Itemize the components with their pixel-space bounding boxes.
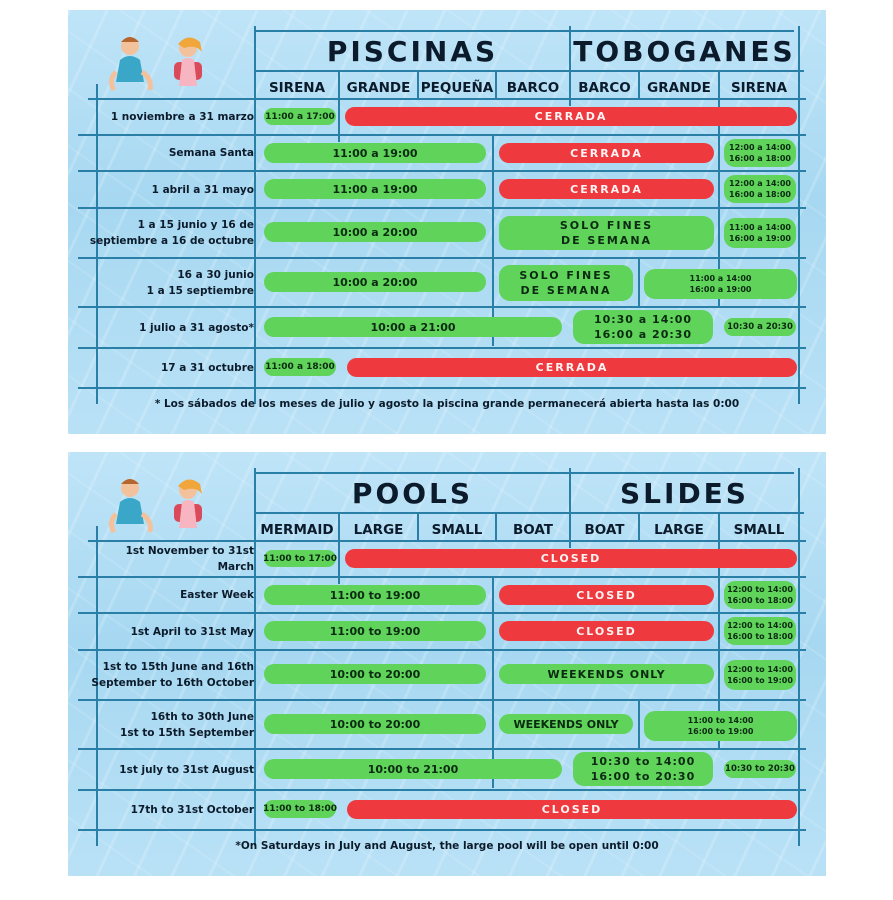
hours-pill: 10:30 a 14:00 16:00 a 20:30	[573, 310, 713, 344]
row-label: 17 a 31 octubre	[160, 362, 254, 374]
hours-pill: 11:00 a 17:00	[264, 108, 336, 125]
hours-pill: 11:00 a 14:00 16:00 a 19:00	[644, 269, 797, 299]
hours-pill: 12:00 a 14:00 16:00 a 18:00	[724, 139, 796, 167]
hours-pill: 11:00 to 14:00 16:00 to 19:00	[644, 711, 797, 741]
hours-pill: 10:30 to 20:30	[724, 760, 796, 778]
schedule-panel-en	[68, 452, 826, 876]
hours-pill: 11:00 to 18:00	[264, 800, 336, 818]
hours-pill: 10:00 to 21:00	[264, 759, 562, 779]
footnote: *On Saturdays in July and August, the large pool will be open until 0:00	[235, 840, 659, 852]
column-header: SIRENA	[730, 80, 788, 96]
closed-pill: CLOSED	[347, 800, 797, 819]
row-label: Easter Week	[180, 589, 254, 601]
row-label: 1 julio a 31 agosto*	[139, 321, 254, 334]
pools-title: POOLS	[351, 477, 474, 510]
footnote: * Los sábados de los meses de julio y agosto la piscina grande permanecerá abierta hasta las 0:00	[154, 398, 740, 410]
hours-pill: 10:00 a 20:00	[264, 222, 486, 242]
column-header: BARCO	[506, 80, 560, 96]
hours-pill: 10:00 a 20:00	[264, 272, 486, 292]
row-label: 17th to 31st October	[130, 804, 254, 816]
hours-pill: 12:00 a 14:00 16:00 a 18:00	[724, 175, 796, 203]
hours-pill: 12:00 to 14:00 16:00 to 18:00	[724, 581, 796, 609]
column-header: LARGE	[654, 522, 704, 538]
weekends-pill: SOLO FINES DE SEMANA	[499, 216, 714, 250]
column-header: MERMAID	[260, 522, 334, 538]
hours-pill: 11:00 a 19:00	[264, 143, 486, 163]
hours-pill: 10:00 to 20:00	[264, 714, 486, 734]
hours-pill: 12:00 to 14:00 16:00 to 18:00	[724, 617, 796, 645]
closed-pill: CERRADA	[499, 179, 714, 199]
weekends-pill: SOLO FINES DE SEMANA	[499, 265, 633, 301]
hours-pill: 11:00 a 14:00 16:00 a 19:00	[724, 218, 796, 248]
closed-pill: CERRADA	[345, 107, 797, 126]
closed-pill: CERRADA	[499, 143, 714, 163]
slides-title: TOBOGANES	[573, 35, 796, 68]
row-label: 1st April to 31st May	[130, 625, 254, 638]
hours-pill: 10:00 a 21:00	[264, 317, 562, 337]
column-header: GRANDE	[346, 80, 411, 96]
row-label: 16th to 30th June 1st to 15th September	[120, 710, 254, 739]
closed-pill: CLOSED	[499, 621, 714, 641]
row-label: 1 abril a 31 mayo	[151, 183, 254, 196]
row-label: 16 a 30 junio 1 a 15 septiembre	[146, 268, 254, 297]
swimming-kids-icon	[108, 32, 218, 98]
hours-pill: 11:00 a 19:00	[264, 179, 486, 199]
row-label: Semana Santa	[168, 147, 254, 159]
row-label: 1st july to 31st August	[119, 763, 254, 776]
hours-pill: 10:30 a 20:30	[724, 318, 796, 336]
closed-pill: CERRADA	[347, 358, 797, 377]
hours-pill: 10:00 to 20:00	[264, 664, 486, 684]
hours-pill: 11:00 to 17:00	[264, 550, 336, 567]
closed-pill: CLOSED	[345, 549, 797, 568]
column-header: BARCO	[578, 80, 631, 96]
row-label: 1st November to 31st March	[125, 545, 254, 573]
column-header: BOAT	[512, 522, 553, 538]
closed-pill: CLOSED	[499, 585, 714, 605]
column-header: PEQUEÑA	[420, 80, 494, 96]
weekends-pill: WEEKENDS ONLY	[499, 664, 714, 684]
row-label: 1 a 15 junio y 16 de septiembre a 16 de octubre	[89, 219, 254, 247]
column-header: GRANDE	[647, 80, 711, 96]
column-header: LARGE	[353, 522, 404, 538]
hours-pill: 10:30 to 14:00 16:00 to 20:30	[573, 752, 713, 786]
hours-pill: 11:00 a 18:00	[264, 358, 336, 376]
slides-title: SLIDES	[620, 477, 749, 510]
row-label: 1st to 15th June and 16th September to 16th October	[91, 661, 254, 689]
column-header: SMALL	[431, 522, 483, 538]
weekends-pill: WEEKENDS ONLY	[499, 714, 633, 734]
hours-pill: 12:00 to 14:00 16:00 to 19:00	[724, 660, 796, 690]
row-label: 1 noviembre a 31 marzo	[110, 111, 254, 123]
schedule-panel-es	[68, 10, 826, 434]
hours-pill: 11:00 to 19:00	[264, 621, 486, 641]
column-header: SIRENA	[268, 80, 326, 96]
column-header: BOAT	[584, 522, 625, 538]
column-header: SMALL	[733, 522, 785, 538]
pools-title: PISCINAS	[326, 35, 499, 68]
swimming-kids-icon	[108, 474, 218, 540]
hours-pill: 11:00 to 19:00	[264, 585, 486, 605]
